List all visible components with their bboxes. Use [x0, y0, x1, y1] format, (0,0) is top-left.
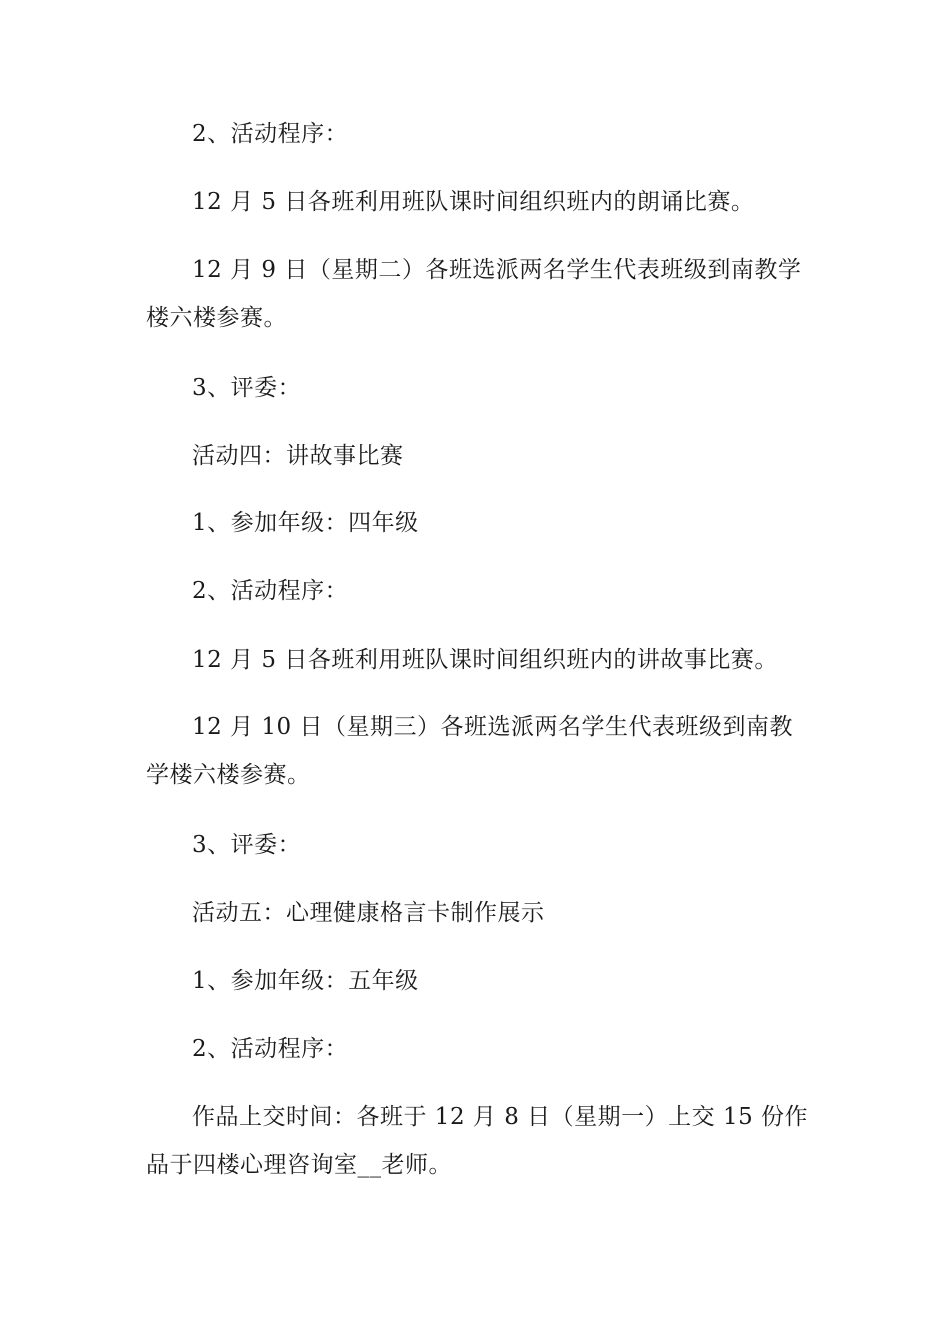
paragraph: 12 月 5 日各班利用班队课时间组织班内的朗诵比赛。 [192, 189, 755, 215]
paragraph: 2、活动程序： [192, 121, 349, 147]
paragraph: 2、活动程序： [192, 578, 349, 604]
paragraph: 2、活动程序： [192, 1036, 349, 1062]
paragraph: 活动五：心理健康格言卡制作展示 [192, 900, 545, 926]
paragraph: 活动四：讲故事比赛 [192, 443, 404, 469]
paragraph: 作品上交时间：各班于 12 月 8 日（星期一）上交 15 份作品于四楼心理咨询室__老师。 [146, 1104, 809, 1178]
paragraph: 12 月 9 日（星期二）各班选派两名学生代表班级到南教学楼六楼参赛。 [146, 257, 802, 331]
paragraph: 1、参加年级：四年级 [192, 510, 419, 536]
paragraph: 12 月 10 日（星期三）各班选派两名学生代表班级到南教学楼六楼参赛。 [146, 714, 793, 788]
paragraph: 1、参加年级：五年级 [192, 968, 419, 994]
paragraph: 3、评委： [192, 832, 302, 858]
paragraph: 12 月 5 日各班利用班队课时间组织班内的讲故事比赛。 [192, 647, 778, 673]
paragraph: 3、评委： [192, 375, 302, 401]
